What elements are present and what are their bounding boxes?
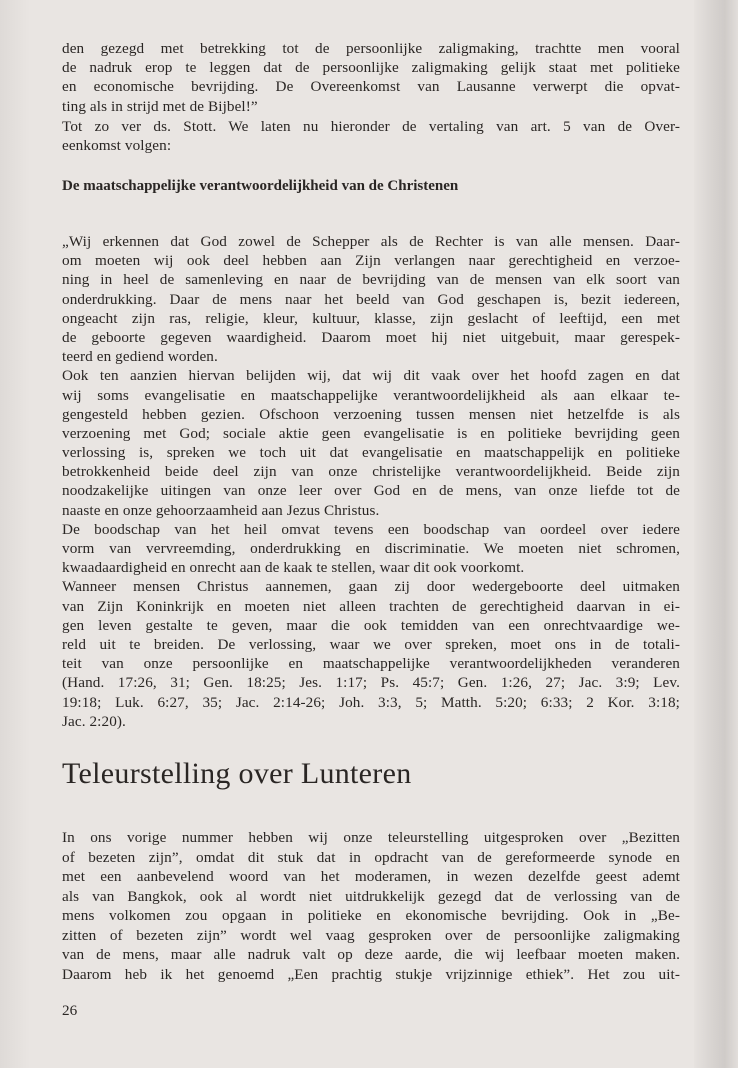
text-line: teit van onze persoonlijke en maatschappelijke verantwoordelijkheden veranderen — [62, 655, 680, 673]
article-body — [62, 232, 680, 731]
text-line: de nadruk erop te leggen dat de persoonlijke zaligmaking gelijk staat met politieke — [62, 59, 680, 77]
article-paragraph-3 — [62, 520, 680, 578]
text-line: van de mens, maar alle nadruk valt op deze aarde, die wij leefbaar moeten maken. — [62, 946, 680, 963]
text-line: als van Bangkok, ook al wordt niet uitdrukkelijk gezegd dat de verlossing van de — [62, 887, 680, 905]
article-paragraph-1 — [62, 232, 680, 366]
text-line: den gezegd met betrekking tot de persoonlijke zaligmaking, trachtte men vooral — [62, 40, 680, 57]
intro-paragraph-2 — [62, 117, 680, 155]
text-line: teerd en gediend worden. — [62, 348, 218, 366]
text-line: of bezeten zijn”, omdat dit stuk dat in opdracht van de gereformeerde synode en — [62, 848, 680, 866]
text-line: In ons vorige nummer hebben wij onze teleurstelling uitgesproken over „Bezitten — [62, 829, 680, 846]
text-line: naaste en onze gehoorzaamheid aan Jezus Christus. — [62, 501, 380, 519]
text-line: Daarom heb ik het genoemd „Een prachtig stukje vrijzinnige ethiek”. Het zou uit- — [62, 965, 680, 983]
text-line: (Hand. 17:26, 31; Gen. 18:25; Jes. 1:17; Ps. 45:7; Gen. 1:26, 27; Jac. 3:9; Lev. — [62, 674, 680, 692]
text-line: Tot zo ver ds. Stott. We laten nu hieronder de vertaling van art. 5 van de Over- — [62, 118, 680, 135]
text-line: van Zijn Koninkrijk en moeten niet alleen trachten de gerechtigheid daarvan in ei- — [62, 597, 680, 615]
text-line: noodzakelijke uitingen van onze leer over God en de mens, van onze liefde tot de — [62, 482, 680, 500]
article-heading: De maatschappelijke verantwoordelijkheid van de Christenen — [62, 178, 459, 194]
article-paragraph-2 — [62, 366, 680, 520]
text-line: Jac. 2:20). — [62, 712, 126, 730]
text-line: de geboorte gegeven waardigheid. Daarom moet hij niet uitgebuit, maar gerespek- — [62, 328, 680, 346]
page-left-shadow — [0, 0, 30, 1068]
page-binding-edge — [694, 0, 738, 1068]
text-line: kwaadaardigheid en onrecht aan de kaak te stellen, waar dit ook voorkomt. — [62, 559, 525, 577]
section-title: Teleurstelling over Lunteren — [62, 757, 412, 790]
text-line: 19:18; Luk. 6:27, 35; Jac. 2:14-26; Joh. 3:3, 5; Matth. 5:20; 6:33; 2 Kor. 3:18; — [62, 693, 680, 711]
text-line: De boodschap van het heil omvat tevens een boodschap van oordeel over iedere — [62, 520, 680, 538]
page-number: 26 — [62, 1002, 78, 1019]
text-line: „Wij erkennen dat God zowel de Schepper als de Rechter is van alle mensen. Daar- — [62, 233, 680, 250]
text-line: reld uit te breiden. De verlossing, waar we over spreken, moet ons in de totali- — [62, 635, 680, 653]
text-line: Wanneer mensen Christus aannemen, gaan zij door wedergeboorte deel uitmaken — [62, 578, 680, 596]
text-line: verzoening met God; sociale aktie geen evangelisatie is en politieke bevrijding geen — [62, 424, 680, 442]
text-line: eenkomst volgen: — [62, 137, 172, 155]
article-paragraph-4 — [62, 577, 680, 731]
intro-paragraph-1 — [62, 39, 680, 116]
text-line: en economische bevrijding. De Overeenkomst van Lausanne verwerpt die opvat- — [62, 78, 680, 96]
text-line: ning in heel de samenleving en naar de bevrijding van de mensen van elk soort van — [62, 271, 680, 289]
text-line: gengesteld hebben gezien. Ofschoon verzoening tussen mensen niet hetzelfde is als — [62, 405, 680, 423]
text-line: ongeacht zijn ras, religie, kleur, kultuur, klasse, zijn geslacht of leeftijd, een met — [62, 309, 680, 327]
text-line: onderdrukking. Daar de mens naar het beeld van God geschapen is, bezit iedereen, — [62, 290, 680, 308]
text-line: verlossing is, spreken we toch uit dat evangelisatie en maatschappelijk en politieke — [62, 444, 680, 462]
text-line: betrokkenheid beide deel zijn van onze christelijke verantwoordelijkheid. Beide zijn — [62, 463, 680, 481]
text-line: Ook ten aanzien hiervan belijden wij, dat wij dit vaak over het hoofd zagen en dat — [62, 367, 680, 385]
text-line: met een aanbevelend woord van het moderamen, in wezen dezelfde geest ademt — [62, 868, 680, 885]
text-line: ting als in strijd met de Bijbel!” — [62, 97, 258, 115]
text-line: mens volkomen zou opgaan in politieke en ekonomische bevrijding. Ook in „Be- — [62, 907, 680, 924]
text-line: wij soms evangelisatie en maatschappelijke verantwoordelijkheid als aan elkaar te- — [62, 386, 680, 404]
section-paragraph — [62, 828, 680, 984]
text-line: vorm van vervreemding, onderdrukking en discriminatie. We moeten niet schromen, — [62, 540, 680, 557]
text-line: zitten of bezeten zijn” wordt wel vaag gesproken over de persoonlijke zaligmaking — [62, 926, 680, 944]
text-line: gen leven gestalte te geven, maar die ook temidden van een onrechtvaardige we- — [62, 616, 680, 634]
text-line: om moeten wij ook deel hebben aan Zijn verlangen naar gerechtigheid en verzoe- — [62, 252, 680, 270]
